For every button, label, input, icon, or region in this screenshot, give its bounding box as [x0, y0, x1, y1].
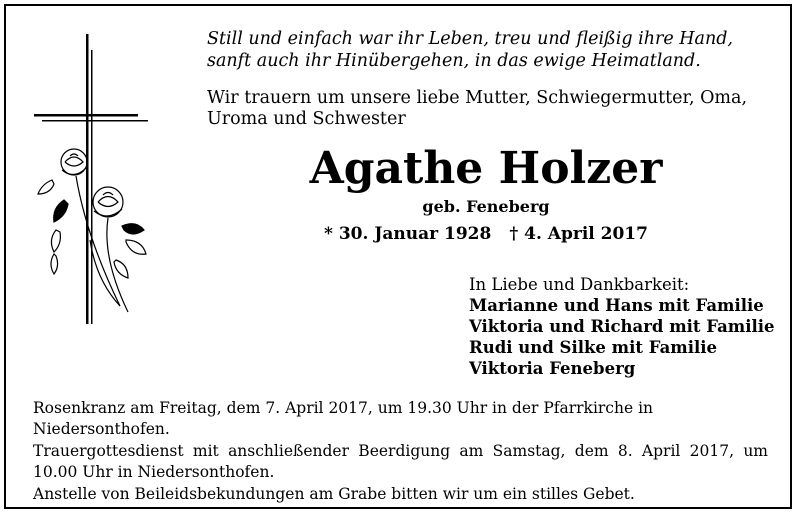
- poem-line: sanft auch ihr Hinübergehen, in das ewige Heimatland.: [207, 51, 701, 71]
- mourner-name: Marianne und Hans mit Familie: [469, 296, 764, 315]
- rosary-info: Rosenkranz am Freitag, dem 7. April 2017, um 19.30 Uhr in der Pfarrkirche in Niedersonthofen.: [33, 399, 654, 438]
- mourning-intro: [207, 88, 777, 130]
- mourners-block: [469, 274, 789, 379]
- cross-with-roses-illustration: [30, 30, 160, 330]
- funeral-info: Trauergottesdienst mit anschließender Beerdigung am Samstag, dem 8. April 2017, um 10.00 Uhr in Niedersonthofen.: [33, 442, 768, 481]
- mourner-name: Viktoria und Richard mit Familie: [469, 317, 775, 336]
- poem-line: Still und einfach war ihr Leben, treu und fleißig ihre Hand,: [207, 29, 733, 49]
- maiden-name: geb. Feneberg: [422, 197, 550, 216]
- condolence-request: Anstelle von Beileidsbekundungen am Grabe bitten wir um ein stilles Gebet.: [33, 485, 635, 503]
- mourners-intro: In Liebe und Dankbarkeit:: [469, 275, 690, 294]
- mourner-name: Viktoria Feneberg: [469, 359, 636, 378]
- deceased-name: Agathe Holzer: [309, 143, 663, 194]
- intro-line: Wir trauern um unsere liebe Mutter, Schwiegermutter, Oma,: [207, 88, 748, 108]
- cross-icon: [34, 34, 148, 324]
- birth-date: * 30. Januar 1928: [324, 224, 492, 244]
- intro-line: Uroma und Schwester: [207, 109, 406, 129]
- service-information: [33, 398, 768, 506]
- mourner-name: Rudi und Silke mit Familie: [469, 338, 718, 357]
- death-date: † 4. April 2017: [509, 224, 648, 244]
- memorial-poem: [207, 28, 777, 72]
- life-dates: [200, 222, 772, 246]
